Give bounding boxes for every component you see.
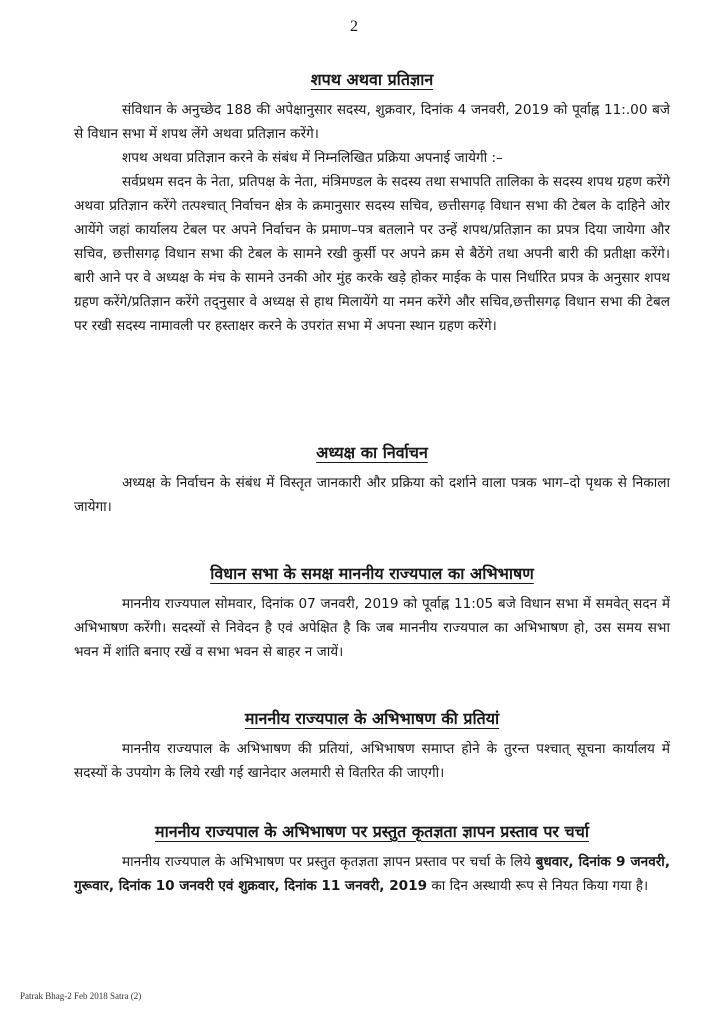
- section-heading: माननीय राज्यपाल के अभिभाषण की प्रतियां: [244, 709, 500, 728]
- paragraph: सर्वप्रथम सदन के नेता, प्रतिपक्ष के नेता, मंत्रिमण्डल के सदस्य तथा सभापति तालिका के सदस्य शपथ ग्रहण करेंगे अथवा प्रतिज्ञान करेंगे तत्पश्चात् निर्वाचन क्षेत्र के क्रमानुसार सदस्य सचिव, छत्तीसगढ़ विधान सभा की टेबल के दाहिने ओर आयेंगे जहां कार्यालय टेबल पर अपने निर्वाचन के प्रमाण–पत्र बतलाने पर उन्हें शपथ/प्रतिज्ञान का प्रपत्र दिया जायेगा और सचिव, छत्तीसगढ़ विधान सभा की टेबल के सामने रखी कुर्सी पर अपने क्रम से बैठेंगे तथा अपनी बारी की प्रतीक्षा करेंगे। बारी आने पर वे अध्यक्ष के मंच के सामने उनकी ओर मुंह करके खड़े होकर माईक के पास निर्धारित प्रपत्र के अनुसार शपथ ग्रहण करेंगे/प्रतिज्ञान करेंगे तद्नुसार वे अध्यक्ष से हाथ मिलायेंगे या नमन करेंगे और सचिव,छत्तीसगढ़ विधान सभा की टेबल पर रखी सदस्य नामावली पर हस्ताक्षर करने के उपरांत सभा में अपना स्थान ग्रहण करेंगे।: [74, 174, 670, 334]
- paragraph: शपथ अथवा प्रतिज्ञान करने के संबंध में निम्नलिखित प्रक्रिया अपनाई जायेगी :–: [122, 150, 503, 166]
- section-heading: माननीय राज्यपाल के अभिभाषण पर प्रस्तुत कृतज्ञता ज्ञापन प्रस्ताव पर चर्चा: [155, 822, 589, 841]
- paragraph: माननीय राज्यपाल सोमवार, दिनांक 07 जनवरी, 2019 को पूर्वाह्न 11:05 बजे विधान सभा में समवेत् सदन में अभिभाषण करेंगी। सदस्यों से निवेदन है एवं अपेक्षित है कि जब माननीय राज्यपाल का अभिभाषण हो, उस समय सभा भवन में शांति बनाए रखें व सभा भवन से बाहर न जायें।: [74, 596, 670, 660]
- discussion-dates: बुधवार, दिनांक 9 जनवरी, गुरूवार, दिनांक 10 जनवरी एवं शुक्रवार, दिनांक 11 जनवरी, 2019: [74, 854, 670, 894]
- section-governor-address: [74, 562, 670, 664]
- section-address-copies: [74, 707, 670, 785]
- section-heading: विधान सभा के समक्ष माननीय राज्यपाल का अभिभाषण: [210, 564, 534, 583]
- paragraph: संविधान के अनुच्छेद 188 की अपेक्षानुसार सदस्य, शुक्रवार, दिनांक 4 जनवरी, 2019 को पूर्वाह्न 11:.00 बजे से विधान सभा में शपथ लेंगे अथवा प्रतिज्ञान करेंगे।: [74, 102, 670, 142]
- section-oath: [74, 68, 670, 338]
- paragraph-end: का दिन अस्थायी रूप से नियत किया गया है।: [427, 878, 649, 894]
- paragraph: अध्यक्ष के निर्वाचन के संबंध में विस्तृत जानकारी और प्रक्रिया को दर्शाने वाला पत्रक भाग–दो पृथक से निकाला जायेगा।: [74, 475, 670, 515]
- paragraph-intro: माननीय राज्यपाल के अभिभाषण पर प्रस्तुत कृतज्ञता ज्ञापन प्रस्ताव पर चर्चा के लिये: [122, 854, 536, 870]
- section-speaker-election: [74, 441, 670, 519]
- page-number: 2: [350, 18, 358, 35]
- paragraph: [74, 850, 670, 898]
- section-heading: अध्यक्ष का निर्वाचन: [316, 443, 428, 462]
- paragraph: माननीय राज्यपाल के अभिभाषण की प्रतियां, अभिभाषण समाप्त होने के तुरन्त पश्चात् सूचना कार्यालय में सदस्यों के उपयोग के लिये रखी गई खानेदार अलमारी से वितरित की जाएगी।: [74, 741, 670, 781]
- section-thanks-motion: [74, 820, 670, 898]
- section-heading: शपथ अथवा प्रतिज्ञान: [310, 70, 434, 89]
- document-footer: Patrak Bhag-2 Feb 2018 Satra (2): [20, 991, 142, 1001]
